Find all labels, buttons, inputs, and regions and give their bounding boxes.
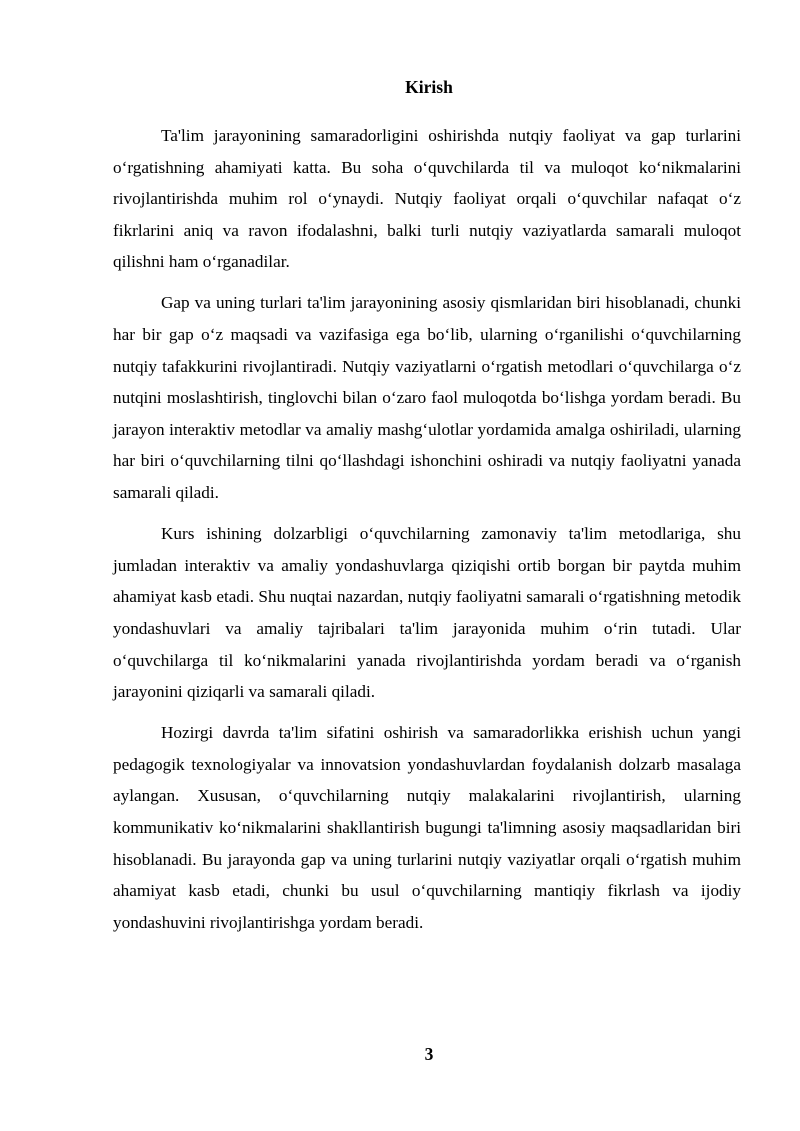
paragraph: Ta'lim jarayonining samaradorligini oshirishda nutqiy faoliyat va gap turlarini o‘rgatishning ahamiyati katta. Bu soha o‘quvchilarda til va muloqot ko‘nikmalarini rivojlantirishda muhim rol o‘ynaydi. Nutqiy faoliyat orqali o‘quvchilar nafaqat o‘z fikrlarini aniq va ravon ifodalashni, balki turli nutqiy vaziyatlarda samarali muloqot qilishni ham o‘rganadilar. <box>113 126 741 272</box>
paragraph: Kurs ishining dolzarbligi o‘quvchilarning zamonaviy ta'lim metodlariga, shu jumladan interaktiv va amaliy yondashuvlarga qiziqishi ortib borgan bir paytda muhim ahamiyat kasb etadi. Shu nuqtai nazardan, nutqiy faoliyatni samarali o‘rgatishning metodik yondashuvlari va amaliy tajribalari ta'lim jarayonida muhim o‘rin tutadi. Ular o‘quvchilarga til ko‘nikmalarini yanada rivojlantirishda yordam beradi va o‘rganish jarayonini qiziqarli va samarali qiladi. <box>113 524 741 702</box>
section-title: Kirish <box>405 77 453 97</box>
paragraph: Hozirgi davrda ta'lim sifatini oshirish va samaradorlikka erishish uchun yangi pedagogik texnologiyalar va innovatsion yondashuvlardan foydalanish dolzarb masalaga aylangan. Xususan, o‘quvchilarning nutqiy malakalarini rivojlantirish, ularning kommunikativ ko‘nikmalarini shakllantirish bugungi ta'limning asosiy maqsadlaridan biri hisoblanadi. Bu jarayonda gap va uning turlarini nutqiy vaziyatlar orqali o‘rgatish muhim ahamiyat kasb etadi, chunki bu usul o‘quvchilarning mantiqiy fikrlash va ijodiy yondashuvini rivojlantirishga yordam beradi. <box>113 723 741 932</box>
body-text <box>113 120 741 948</box>
paragraph: Gap va uning turlari ta'lim jarayonining asosiy qismlaridan biri hisoblanadi, chunki har bir gap o‘z maqsadi va vazifasiga ega bo‘lib, ularning o‘rganilishi o‘quvchilarning nutqiy tafakkurini rivojlantiradi. Nutqiy vaziyatlarni o‘rgatish metodlari o‘quvchilarga o‘z nutqini moslashtirish, tinglovchi bilan o‘zaro faol muloqotda bo‘lishga yordam beradi. Bu jarayon interaktiv metodlar va amaliy mashg‘ulotlar yordamida amalga oshiriladi, ularning har biri o‘quvchilarning tilni qo‘llashdagi ishonchini oshiradi va nutqiy faoliyatni yanada samarali qiladi. <box>113 293 741 503</box>
page-number: 3 <box>424 1044 434 1064</box>
